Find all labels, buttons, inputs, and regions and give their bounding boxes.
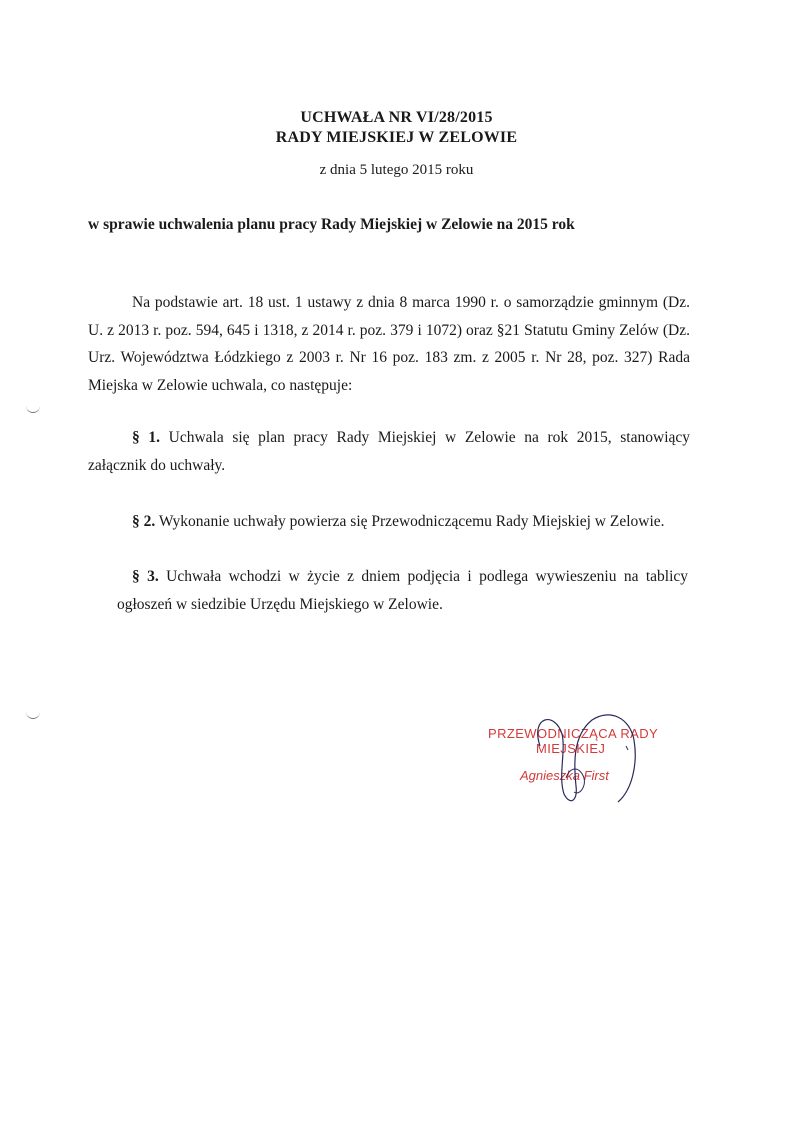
- section-2-text: Wykonanie uchwały powierza się Przewodniczącemu Rady Miejskiej w Zelowie.: [158, 513, 665, 530]
- stamp-line-2: MIEJSKIEJ: [536, 741, 606, 756]
- legal-basis-paragraph: Na podstawie art. 18 ust. 1 ustawy z dnia 8 marca 1990 r. o samorządzie gminnym (Dz. U. z 2013 r. poz. 594, 645 i 1318, z 2014 r. poz. 379 i 1072) oraz §21 Statutu Gminy Zelów (Dz. Urz. Województwa Łódzkiego z 2003 r. Nr 16 poz. 183 zm. z 2005 r. Nr 28, poz. 327) Rada Miejska w Zelowie uchwala, co następuje:: [88, 294, 690, 394]
- document-title: [0, 108, 793, 148]
- section-3-continuation: ogłoszeń w siedzibie Urzędu Miejskiego w Zelowie.: [117, 596, 443, 613]
- margin-punch-mark: [26, 710, 40, 719]
- handwritten-signature: [500, 706, 660, 816]
- margin-punch-mark: [26, 404, 40, 413]
- section-3-mark: § 3.: [132, 568, 159, 585]
- section-1-mark: § 1.: [132, 429, 160, 446]
- section-3: [132, 563, 688, 591]
- document-date: z dnia 5 lutego 2015 roku: [319, 162, 474, 178]
- title-line-1: UCHWAŁA NR VI/28/2015: [300, 109, 493, 126]
- stamp-line-1: PRZEWODNICZĄCA RADY: [488, 726, 659, 741]
- section-1: [88, 424, 690, 479]
- title-line-2: RADY MIEJSKIEJ W ZELOWIE: [275, 129, 518, 146]
- document-subject: w sprawie uchwalenia planu pracy Rady Miejskiej w Zelowie na 2015 rok: [88, 216, 575, 233]
- stamp-name: Agnieszka First: [520, 768, 609, 783]
- section-3-text-line-1: Uchwała wchodzi w życie z dniem podjęcia i podlega wywieszeniu na tablicy: [166, 568, 689, 585]
- section-2-mark: § 2.: [132, 513, 156, 530]
- section-2: [132, 508, 692, 536]
- section-1-text: Uchwala się plan pracy Rady Miejskiej w Zelowie na rok 2015, stanowiący załącznik do uchwały.: [88, 429, 691, 474]
